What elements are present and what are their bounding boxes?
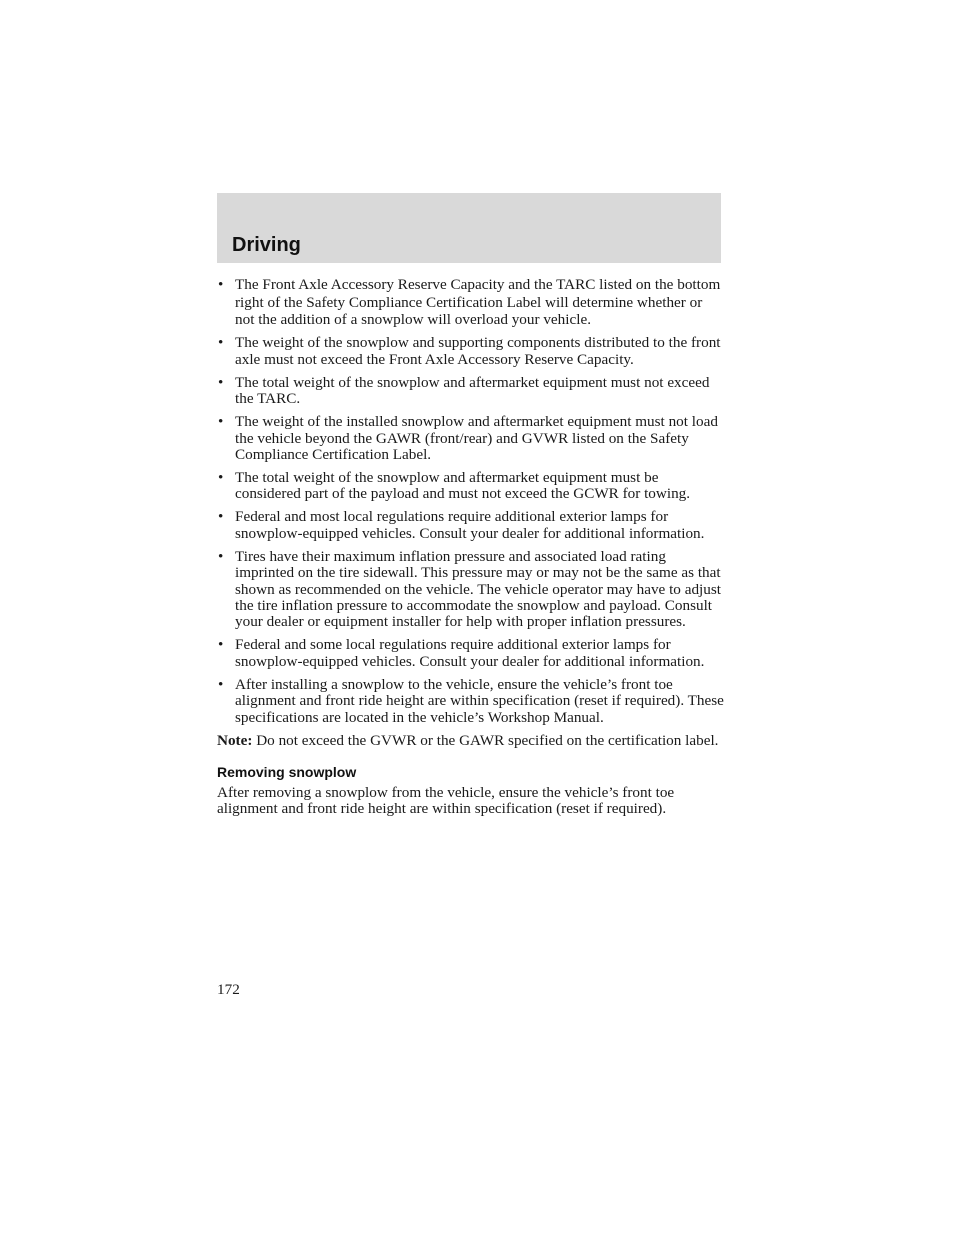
section-header-band	[217, 193, 721, 263]
removing-snowplow-text: After removing a snowplow from the vehicle, ensure the vehicle’s front toe alignment and front ride height are within specification (reset if required).	[217, 784, 675, 818]
bullet-marker: •	[218, 276, 224, 293]
note-label: Note:	[217, 731, 253, 749]
bullet-marker: •	[218, 334, 224, 352]
bullet-item	[217, 414, 725, 463]
bullet-marker: •	[218, 469, 224, 486]
bullet-marker: •	[218, 675, 224, 693]
bullet-text: The weight of the installed snowplow and aftermarket equipment must not load the vehicle beyond the GAWR (front/rear) and GVWR listed on the Safety Compliance Certification Label.	[235, 413, 718, 463]
section-title: Driving	[232, 234, 301, 256]
bullet-text: Tires have their maximum inflation pressure and associated load rating imprinted on the tire sidewall. This pressure may or may not be the same as that shown as recommended on the vehicle. The vehicle operator may have to adjust the tire inflation pressure to accommodate the snowplow and payload. Consult your dealer or equipment installer for help with proper inflation pressures.	[235, 547, 721, 631]
bullet-marker: •	[218, 636, 224, 654]
bullet-item	[217, 470, 725, 503]
bullet-marker: •	[218, 547, 224, 565]
bullet-text: Federal and most local regulations require additional exterior lamps for snowplow-equipped vehicles. Consult your dealer for additional information.	[235, 508, 705, 542]
bullet-item	[217, 549, 725, 631]
bullet-text: Federal and some local regulations require additional exterior lamps for snowplow-equipped vehicles. Consult your dealer for additional information.	[235, 636, 705, 670]
bullet-item	[217, 335, 725, 368]
note-paragraph	[217, 733, 725, 749]
bullet-item	[217, 637, 725, 670]
removing-snowplow-heading: Removing snowplow	[217, 764, 357, 781]
bullet-list	[217, 276, 725, 726]
bullet-text: The total weight of the snowplow and aftermarket equipment must be considered part of the payload and must not exceed the GCWR for towing.	[235, 469, 691, 503]
bullet-item	[217, 276, 725, 329]
page-content	[217, 276, 725, 818]
bullet-text: The total weight of the snowplow and aftermarket equipment must not exceed the TARC.	[235, 373, 710, 408]
bullet-text: The Front Axle Accessory Reserve Capacity and the TARC listed on the bottom right of the Safety Compliance Certification Label will determine whether or not the addition of a snowplow will overload your vehicle.	[235, 276, 721, 329]
bullet-text: The weight of the snowplow and supporting components distributed to the front axle must not exceed the Front Axle Accessory Reserve Capacity.	[235, 334, 721, 368]
bullet-item	[217, 677, 725, 726]
bullet-marker: •	[218, 413, 224, 431]
bullet-item	[217, 509, 725, 542]
note-text: Do not exceed the GVWR or the GAWR specified on the certification label.	[252, 731, 719, 749]
bullet-marker: •	[218, 508, 224, 526]
page-number: 172	[217, 981, 240, 998]
bullet-marker: •	[218, 373, 224, 391]
bullet-text: After installing a snowplow to the vehicle, ensure the vehicle’s front toe alignment and front ride height are within specification (reset if required). These specifications are located in the vehicle’s Workshop Manual.	[235, 675, 724, 726]
bullet-item	[217, 375, 725, 408]
